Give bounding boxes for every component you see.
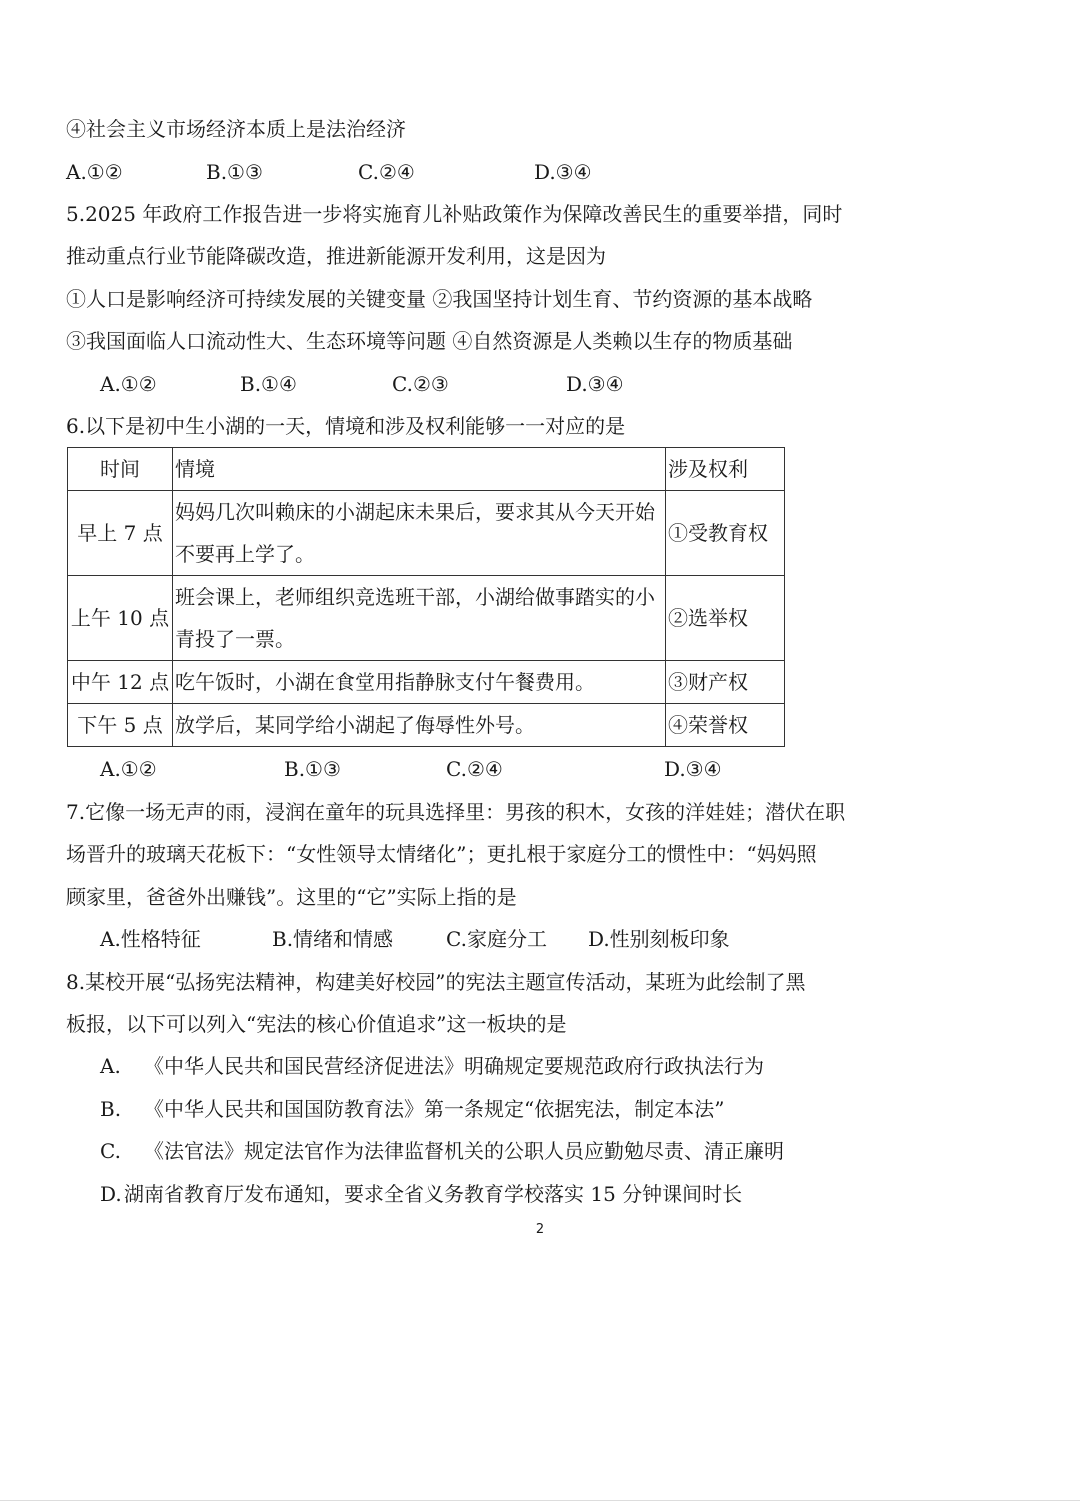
page-number: 2 [535, 1222, 545, 1237]
table-row [68, 661, 785, 704]
row-situation: 放学后，某同学给小湖起了侮辱性外号。 [173, 704, 666, 747]
row-right: ④荣誉权 [666, 704, 785, 747]
q7-option-a[interactable]: A.性格特征 [100, 927, 201, 951]
q7-stem-line-1: 7.它像一场无声的雨，浸润在童年的玩具选择里：男孩的积木，女孩的洋娃娃；潜伏在职 [66, 800, 846, 824]
row-right: ①受教育权 [666, 491, 785, 576]
q8-option-b-letter: B. [100, 1097, 122, 1121]
q8-stem-line-1: 8.某校开展“弘扬宪法精神，构建美好校园”的宪法主题宣传活动，某班为此绘制了黑 [66, 970, 806, 994]
row-time: 上午 10 点 [68, 576, 173, 661]
q4-statement-4: ④社会主义市场经济本质上是法治经济 [66, 117, 406, 141]
q5-stem-line-1: 5.2025 年政府工作报告进一步将实施育儿补贴政策作为保障改善民生的重要举措，同时 [66, 202, 843, 226]
q6-option-c[interactable]: C.②④ [446, 757, 503, 781]
q6-stem: 6.以下是初中生小湖的一天，情境和涉及权利能够一一对应的是 [66, 414, 626, 438]
q5-option-a[interactable]: A.①② [100, 372, 157, 396]
q6-option-d[interactable]: D.③④ [664, 757, 722, 781]
q5-stem-line-2: 推动重点行业节能降碳改造，推进新能源开发利用，这是因为 [66, 244, 606, 268]
row-situation: 吃午饭时，小湖在食堂用指静脉支付午餐费用。 [173, 661, 666, 704]
q7-option-c[interactable]: C.家庭分工 [446, 927, 547, 951]
header-right: 涉及权利 [666, 448, 785, 491]
table-row [68, 576, 785, 661]
q8-option-a[interactable] [100, 1052, 900, 1080]
q8-option-a-letter: A. [100, 1054, 121, 1078]
q8-option-d-text: 湖南省教育厅发布通知，要求全省义务教育学校落实 15 分钟课间时长 [124, 1182, 743, 1206]
table-header-row [68, 448, 785, 491]
row-time: 下午 5 点 [68, 704, 173, 747]
row-situation: 班会课上，老师组织竞选班干部，小湖给做事踏实的小青投了一票。 [173, 576, 666, 661]
q8-option-d[interactable] [100, 1180, 900, 1208]
q7-option-b[interactable]: B.情绪和情感 [272, 927, 394, 951]
q7-stem-line-2: 场晋升的玻璃天花板下：“女性领导太情绪化”；更扎根于家庭分工的惯性中：“妈妈照 [66, 842, 817, 866]
q4-option-d[interactable]: D.③④ [534, 160, 592, 184]
row-time: 中午 12 点 [68, 661, 173, 704]
q5-option-c[interactable]: C.②③ [392, 372, 449, 396]
q8-option-c-text: 《法官法》规定法官作为法律监督机关的公职人员应勤勉尽责、清正廉明 [144, 1139, 784, 1163]
q8-option-c[interactable] [100, 1137, 900, 1165]
page-edge-divider [0, 1500, 1080, 1501]
q6-option-b[interactable]: B.①③ [284, 757, 341, 781]
row-right: ②选举权 [666, 576, 785, 661]
q6-option-a[interactable]: A.①② [100, 757, 157, 781]
q5-statements-1: ①人口是影响经济可持续发展的关键变量 ②我国坚持计划生育、节约资源的基本战略 [66, 287, 813, 311]
table-row [68, 704, 785, 747]
q8-option-d-letter: D. [100, 1182, 122, 1206]
q5-option-d[interactable]: D.③④ [566, 372, 624, 396]
row-situation: 妈妈几次叫赖床的小湖起床未果后，要求其从今天开始不要再上学了。 [173, 491, 666, 576]
q8-option-c-letter: C. [100, 1139, 121, 1163]
q8-option-a-text: 《中华人民共和国民营经济促进法》明确规定要规范政府行政执法行为 [144, 1054, 764, 1078]
header-time: 时间 [68, 448, 173, 491]
q4-option-b[interactable]: B.①③ [206, 160, 263, 184]
q4-option-c[interactable]: C.②④ [358, 160, 415, 184]
table-row [68, 491, 785, 576]
q7-option-d[interactable]: D.性别刻板印象 [588, 927, 730, 951]
q5-statements-2: ③我国面临人口流动性大、生态环境等问题 ④自然资源是人类赖以生存的物质基础 [66, 329, 793, 353]
q7-stem-line-3: 顾家里，爸爸外出赚钱”。这里的“它”实际上指的是 [66, 885, 517, 909]
row-right: ③财产权 [666, 661, 785, 704]
q8-option-b-text: 《中华人民共和国国防教育法》第一条规定“依据宪法，制定本法” [144, 1097, 725, 1121]
q5-option-b[interactable]: B.①④ [240, 372, 297, 396]
q8-option-b[interactable] [100, 1095, 900, 1123]
q8-stem-line-2: 板报，以下可以列入“宪法的核心价值追求”这一板块的是 [66, 1012, 567, 1036]
q6-table [67, 447, 785, 747]
header-situation: 情境 [173, 448, 666, 491]
q4-option-a[interactable]: A.①② [66, 160, 123, 184]
row-time: 早上 7 点 [68, 491, 173, 576]
